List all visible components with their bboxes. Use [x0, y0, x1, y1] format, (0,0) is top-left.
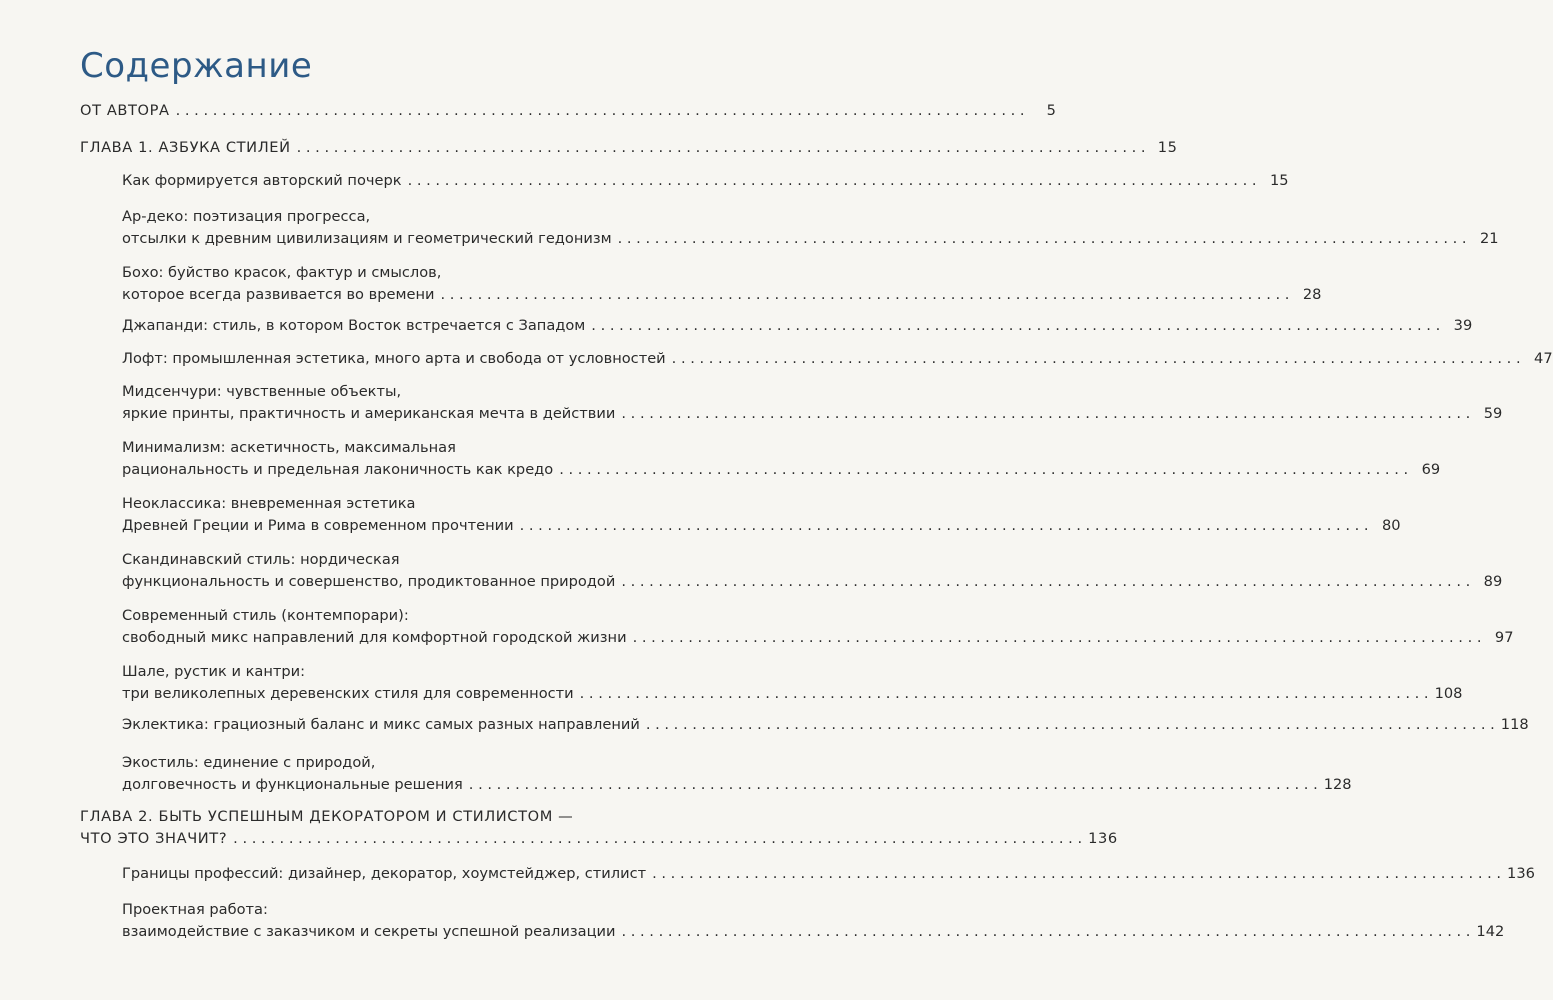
toc-entry-title: Эклектика: грациозный баланс и микс самых разных направлений [122, 716, 640, 733]
toc-entry-title-line: Шале, рустик и кантри: [122, 663, 306, 680]
toc-entry-ecostyle [122, 752, 1352, 796]
dot-leader [621, 403, 1470, 425]
toc-entry-title-line: ГЛАВА 2. БЫТЬ УСПЕШНЫМ ДЕКОРАТОРОМ И СТИЛИСТОМ — [80, 808, 574, 825]
toc-page-number: 39 [1453, 317, 1473, 334]
dot-leader [618, 228, 1467, 250]
toc-entry-title: взаимодействие с заказчиком и секреты успешной реализации [122, 923, 616, 940]
toc-page-number: 136 [1088, 830, 1118, 847]
dot-leader [520, 515, 1369, 537]
toc-entry-from-author [80, 100, 1057, 122]
toc-entry-title-line: Бохо: буйство красок, фактур и смыслов, [122, 264, 442, 281]
toc-entry-title: три великолепных деревенских стиля для современности [122, 685, 574, 702]
toc-entry-author-style [122, 170, 1289, 192]
page-title: Содержание [80, 46, 313, 86]
toc-page-number: 89 [1483, 573, 1503, 590]
toc-page-number: 108 [1434, 685, 1463, 702]
toc-entry-chalet [122, 661, 1463, 705]
toc-page-number: 97 [1494, 629, 1514, 646]
dot-leader [591, 315, 1440, 337]
toc-entry-boho [122, 262, 1322, 306]
toc-page-number: 47 [1534, 350, 1553, 367]
toc-page-number: 15 [1157, 139, 1178, 156]
toc-entry-scandinavian [122, 549, 1503, 593]
toc-page-number: 21 [1479, 230, 1499, 247]
toc-entry-title: ЧТО ЭТО ЗНАЧИТ? [80, 830, 228, 847]
dot-leader [233, 828, 1082, 850]
dot-leader [621, 571, 1470, 593]
toc-entry-art-deco [122, 206, 1499, 250]
toc-entry-title: яркие принты, практичность и американская мечта в действии [122, 405, 616, 422]
dot-leader [408, 170, 1257, 192]
toc-entry-eclectic [122, 714, 1529, 736]
toc-entry-title: свободный микс направлений для комфортной городской жизни [122, 629, 627, 646]
toc-entry-title: Древней Греции и Рима в современном прочтении [122, 517, 514, 534]
toc-entry-japandi [122, 315, 1473, 337]
toc-entry-title-line: Неоклассика: вневременная эстетика [122, 495, 416, 512]
toc-entry-title: Как формируется авторский почерк [122, 172, 402, 189]
dot-leader [559, 459, 1408, 481]
toc-entry-title: Лофт: промышленная эстетика, много арта и свобода от условностей [122, 350, 666, 367]
toc-entry-midcentury [122, 381, 1503, 425]
toc-entry-project-work [122, 899, 1505, 943]
toc-entry-title-line: Ар-деко: поэтизация прогресса, [122, 208, 371, 225]
toc-page-number: 5 [1046, 102, 1057, 119]
toc-page-number: 59 [1483, 405, 1503, 422]
toc-page-number: 118 [1500, 716, 1529, 733]
dot-leader [297, 137, 1146, 159]
toc-page-number: 80 [1381, 517, 1401, 534]
toc-entry-title-line: Мидсенчури: чувственные объекты, [122, 383, 402, 400]
dot-leader [621, 921, 1470, 943]
toc-entry-chapter-1 [80, 137, 1178, 159]
toc-entry-title: Джапанди: стиль, в котором Восток встречается с Западом [122, 317, 586, 334]
dot-leader [652, 863, 1501, 885]
dot-leader [633, 627, 1482, 649]
toc-entry-title-line: Минимализм: аскетичность, максимальная [122, 439, 456, 456]
toc-page-number: 128 [1323, 776, 1352, 793]
dot-leader [469, 774, 1318, 796]
toc-entry-title: ГЛАВА 1. АЗБУКА СТИЛЕЙ [80, 139, 291, 156]
dot-leader [672, 348, 1521, 370]
toc-entry-title: рациональность и предельная лаконичность как кредо [122, 461, 554, 478]
toc-entry-title-line: Скандинавский стиль: нордическая [122, 551, 400, 568]
toc-page-number: 136 [1507, 865, 1535, 882]
toc-entry-title: отсылки к древним цивилизациям и геометрический гедонизм [122, 230, 612, 247]
toc-page-number: 69 [1421, 461, 1441, 478]
toc-entry-contemporary [122, 605, 1514, 649]
toc-entry-neoclassic [122, 493, 1401, 537]
toc-entry-title: ОТ АВТОРА [80, 102, 170, 119]
toc-entry-title-line: Экостиль: единение с природой, [122, 754, 376, 771]
toc-entry-title: долговечность и функциональные решения [122, 776, 463, 793]
toc-entry-title: функциональность и совершенство, продиктованное природой [122, 573, 616, 590]
dot-leader [176, 100, 1025, 122]
dot-leader [440, 284, 1289, 306]
toc-entry-title-line: Современный стиль (контемпорари): [122, 607, 409, 624]
dot-leader [646, 714, 1495, 736]
toc-page-number: 142 [1476, 923, 1505, 940]
toc-entry-chapter-2 [80, 806, 1118, 850]
toc-entry-title-line: Проектная работа: [122, 901, 268, 918]
toc-entry-loft [122, 348, 1553, 370]
toc-entry-title: Границы профессий: дизайнер, декоратор, хоумстейджер, стилист [122, 865, 647, 882]
toc-entry-title: которое всегда развивается во времени [122, 286, 435, 303]
dot-leader [580, 683, 1429, 705]
toc-page-number: 28 [1302, 286, 1322, 303]
toc-entry-professions [122, 863, 1535, 885]
toc-entry-minimalism [122, 437, 1441, 481]
toc-page-number: 15 [1269, 172, 1289, 189]
